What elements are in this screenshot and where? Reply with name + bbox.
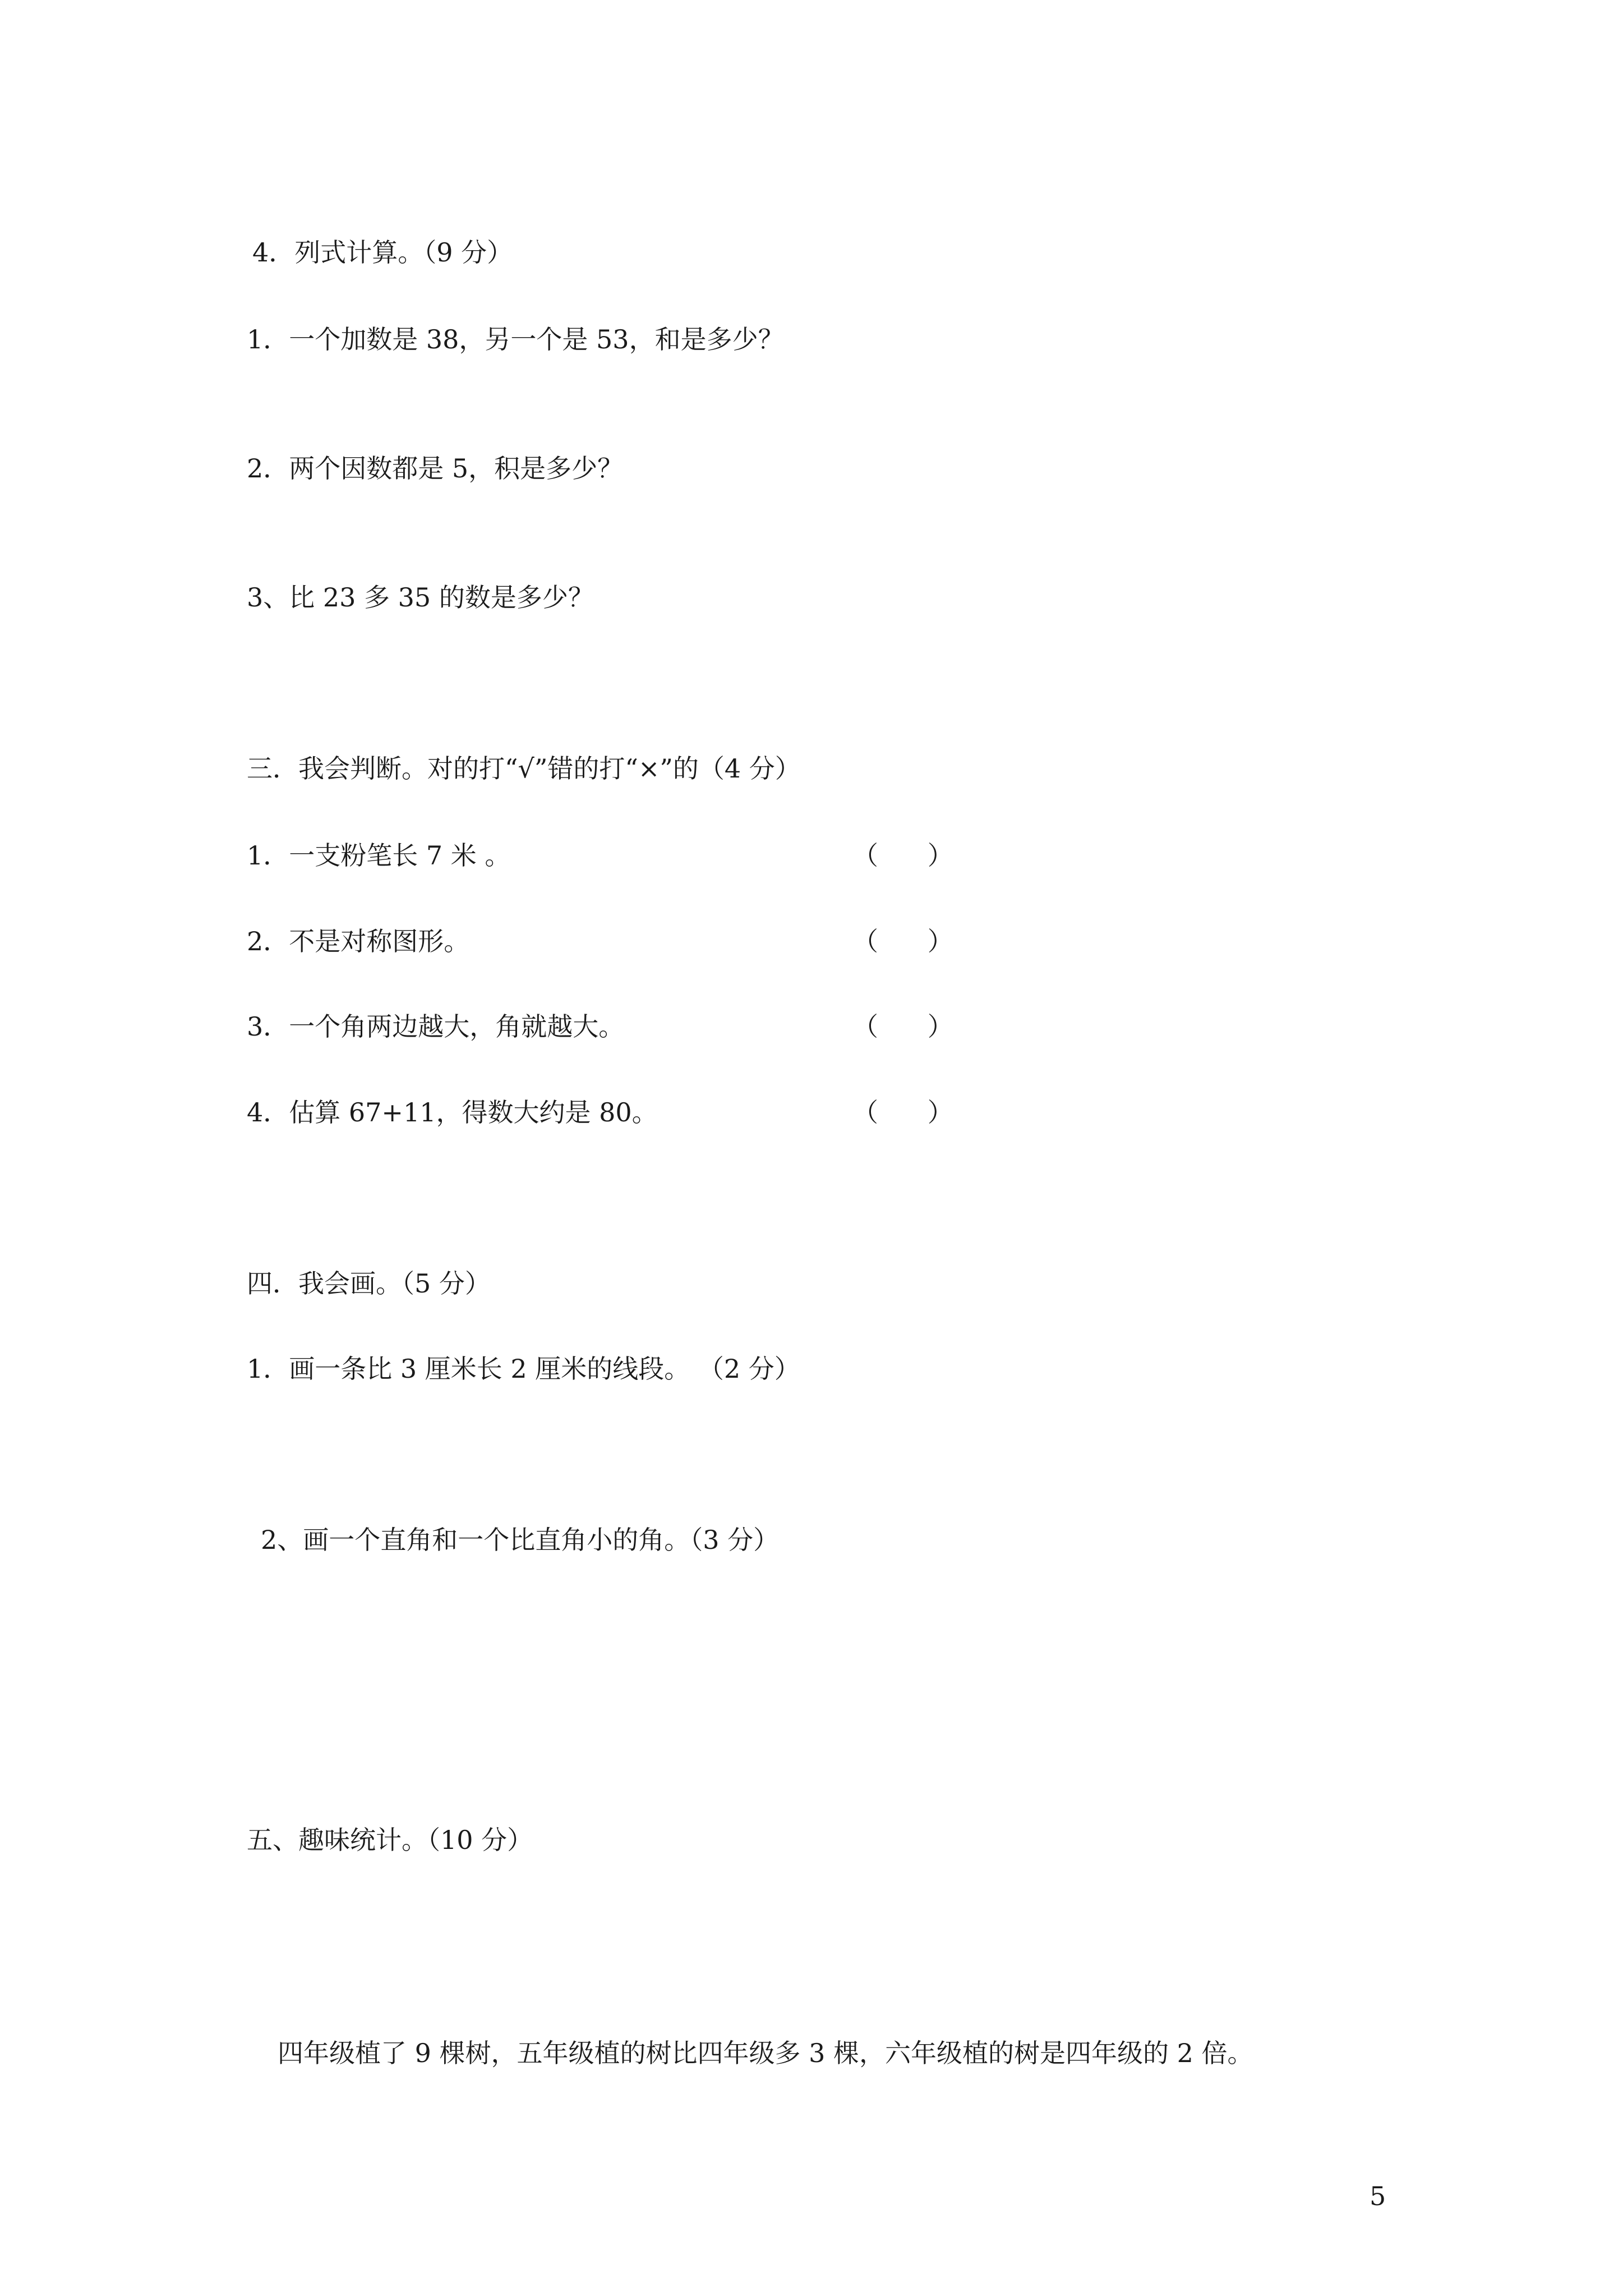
judge-answer-4[interactable]: （ ）: [852, 1097, 953, 1128]
calc-question-2: 2．两个因数都是 5，积是多少？: [247, 453, 624, 484]
section-4-draw-heading: 四．我会画。（5 分）: [247, 1268, 491, 1299]
page-number: 5: [1370, 2181, 1386, 2211]
judge-item-3: 3．一个角两边越大，角就越大。: [247, 1011, 625, 1042]
section-4-calc-heading: 4．列式计算。（9 分）: [252, 237, 513, 268]
section-3-judge-heading: 三．我会判断。对的打“√”错的打“×”的（4 分）: [247, 753, 801, 784]
judge-item-1: 1．一支粉笔长 7 米 。: [247, 840, 511, 871]
judge-answer-3[interactable]: （ ）: [852, 1011, 953, 1042]
stats-problem-text: 四年级植了 9 棵树，五年级植的树比四年级多 3 棵，六年级植的树是四年级的 2 倍。: [278, 2038, 1253, 2068]
section-5-stats-heading: 五、趣味统计。（10 分）: [247, 1825, 533, 1855]
judge-item-4: 4．估算 67+11，得数大约是 80。: [247, 1097, 658, 1128]
judge-answer-1[interactable]: （ ）: [852, 840, 953, 871]
calc-question-3: 3、比 23 多 35 的数是多少？: [247, 582, 594, 613]
calc-question-1: 1．一个加数是 38，另一个是 53，和是多少？: [247, 324, 784, 355]
draw-question-1: 1．画一条比 3 厘米长 2 厘米的线段。 （2 分）: [247, 1354, 800, 1384]
judge-answer-2[interactable]: （ ）: [852, 926, 953, 956]
draw-question-2: 2、画一个直角和一个比直角小的角。（3 分）: [261, 1525, 780, 1555]
judge-item-2: 2．不是对称图形。: [247, 926, 470, 956]
